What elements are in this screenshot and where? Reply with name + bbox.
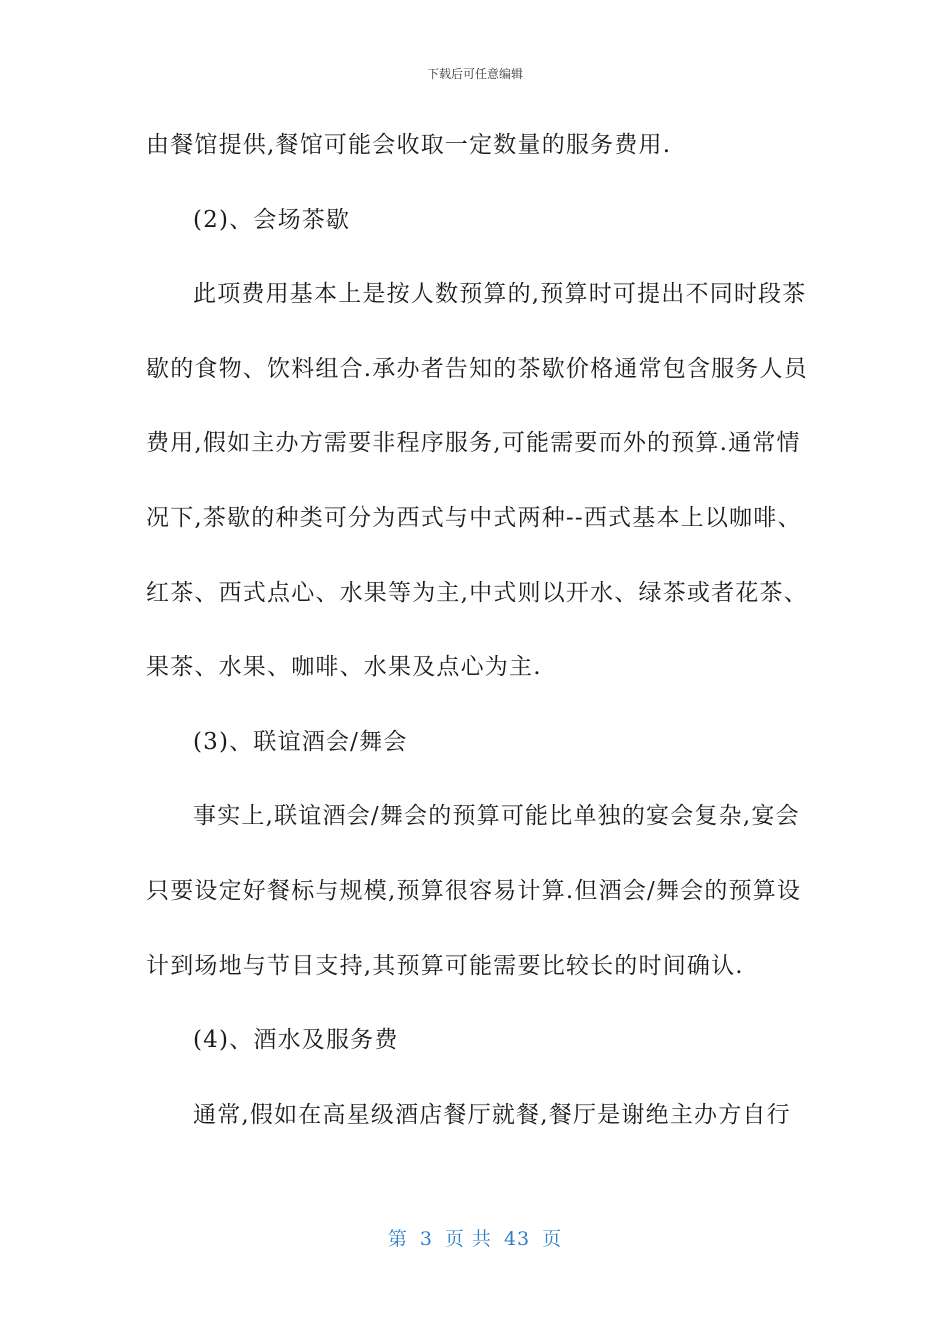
- paragraph-line: 歇的食物、饮料组合.承办者告知的茶歇价格通常包含服务人员: [146, 355, 808, 382]
- current-page-number: 3: [419, 1228, 433, 1250]
- paragraph-line: 此项费用基本上是按人数预算的,预算时可提出不同时段茶: [193, 281, 807, 308]
- section-heading: (3)、联谊酒会/舞会: [193, 728, 408, 755]
- footer-prefix: 第: [387, 1228, 408, 1250]
- paragraph-line: 红茶、西式点心、水果等为主,中式则以开水、绿茶或者花茶、: [146, 579, 808, 606]
- paragraph-line: 费用,假如主办方需要非程序服务,可能需要而外的预算.通常情: [146, 430, 801, 457]
- paragraph-line: 只要设定好餐标与规模,预算很容易计算.但酒会/舞会的预算设: [146, 877, 802, 904]
- paragraph-line: 况下,茶歇的种类可分为西式与中式两种--西式基本上以咖啡、: [146, 504, 802, 531]
- footer-middle: 页 共: [444, 1228, 492, 1250]
- total-pages-number: 43: [503, 1228, 531, 1250]
- paragraph-line: 计到场地与节目支持,其预算可能需要比较长的时间确认.: [146, 952, 744, 979]
- section-heading: (4)、酒水及服务费: [193, 1027, 399, 1054]
- page-header: 下载后可任意编辑: [426, 67, 523, 81]
- footer-suffix: 页: [542, 1228, 563, 1250]
- page-footer: [0, 1226, 950, 1252]
- document-body: [146, 120, 806, 1164]
- paragraph-line: 果茶、水果、咖啡、水果及点心为主.: [146, 654, 542, 681]
- paragraph-line: 通常,假如在高星级酒店餐厅就餐,餐厅是谢绝主办方自行: [193, 1101, 791, 1128]
- paragraph-line: 事实上,联谊酒会/舞会的预算可能比单独的宴会复杂,宴会: [193, 803, 800, 830]
- section-heading: (2)、会场茶歇: [193, 206, 351, 233]
- paragraph-line: 由餐馆提供,餐馆可能会收取一定数量的服务费用.: [146, 132, 672, 158]
